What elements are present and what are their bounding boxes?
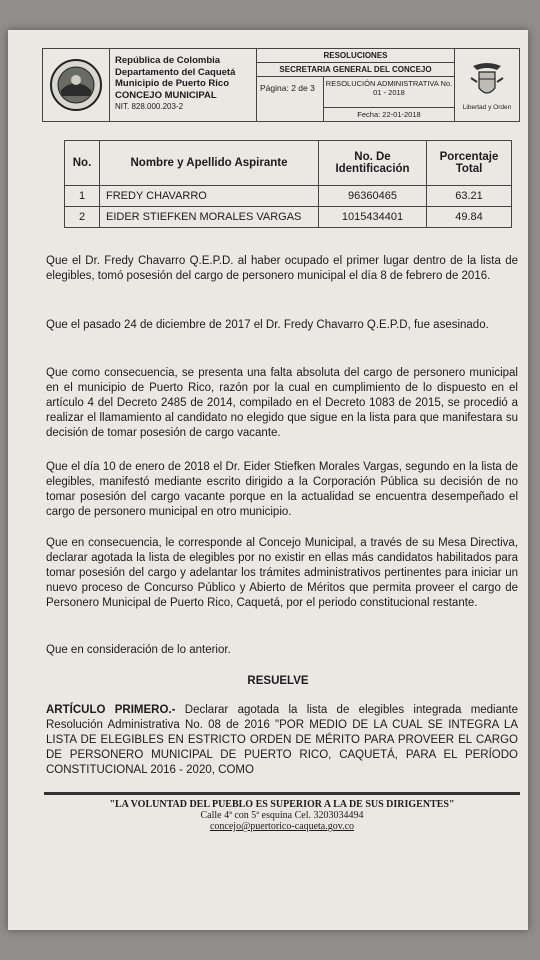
page-number: Página: 2 de 3 [257,77,324,121]
office-name: SECRETARIA GENERAL DEL CONCEJO [257,63,454,77]
doc-type: RESOLUCIONES [257,49,454,63]
document-header [42,48,520,122]
table-cell: 96360465 [319,186,427,207]
col-header: No. De Identificación [319,141,427,186]
entity-line: República de Colombia [115,55,221,66]
col-header: Porcentaje Total [427,141,512,186]
table-header-row [65,141,512,186]
document-page [8,30,528,930]
table-row [65,207,512,228]
table-cell: EIDER STIEFKEN MORALES VARGAS [100,207,319,228]
col-header: Nombre y Apellido Aspirante [100,141,319,186]
article-text: Declarar agotada la lista de elegibles integrada mediante Resolución Administrativa No. 08 de 2016 "POR MEDIO DE LA CUAL SE INTEGRA LA LISTA DE ELEGIBLES EN ESTRICTO ORDEN DE MÉRITO PARA PROVEER EL CARGO DE PERSONERO MUNICIPAL DE PUERTO RICO, CAQUETÁ, PARA EL PERÍODO CONSTITUCIONAL 2016 - 2020, COMO [46,704,518,776]
table-cell: 49.84 [427,207,512,228]
table-cell: FREDY CHAVARRO [100,186,319,207]
municipal-seal-logo [43,49,110,121]
motto-text: Libertad y Orden [462,103,512,111]
paragraph: Que en consecuencia, le corresponde al Concejo Municipal, a través de su Mesa Directiva, declarar agotada la lista de elegibles por no existir en ellas más candidatos habilitados para tomar posesión del cargo y adelantar los trámites administrativos pertinentes para iniciar un nuevo proceso de Concurso Público y Abierto de Méritos que permita proveer el cargo de Personero Municipal de Puerto Rico, Caquetá, por el periodo constitucional restante. [46,537,518,609]
paragraph: Que el día 10 de enero de 2018 el Dr. Eider Stiefken Morales Vargas, segundo en la lista de elegibles, manifestó mediante escrito dirigido a la Corporación Pública su decisión de no tomar posesión del cargo vacante porque en la actualidad se encuentra desempeñado el cargo de personero municipal en otro municipio. [46,461,518,518]
nit-number: NIT. 828.000.203-2 [115,102,184,111]
entity-line: Departamento del Caquetá [115,66,236,78]
resuelve-heading: RESUELVE [247,675,309,687]
paragraph: Que el Dr. Fredy Chavarro Q.E.P.D. al haber ocupado el primer lugar dentro de la lista de elegibles, tomó posesión del cargo de personero municipal el día 8 de febrero de 2016. [46,255,518,282]
article-label: ARTÍCULO PRIMERO.- [46,704,176,716]
paragraph: Que el pasado 24 de diciembre de 2017 el Dr. Fredy Chavarro Q.E.P.D, fue asesinado. [46,319,489,331]
table-cell: 2 [65,207,100,228]
coat-of-arms-icon [467,60,507,104]
footer-slogan: "LA VOLUNTAD DEL PUEBLO ES SUPERIOR A LA DE SUS DIRIGENTES" [109,799,455,810]
entity-line: CONCEJO MUNICIPAL [115,89,217,101]
paragraph: Que como consecuencia, se presenta una falta absoluta del cargo de personero municipal en el municipio de Puerto Rico, razón por la cual en cumplimiento de lo dispuesto en el artículo 4 del Decreto 2485 de 2014, compilado en el Decreto 1083 de 2015, se procedió a realizar el llamamiento al candidato no elegido que sigue en la lista para que manifestara su decisión de tomar posesión de cargo vacante. [46,367,518,439]
table-cell: 1 [65,186,100,207]
national-shield [455,49,519,121]
footer-address: Calle 4ª con 5ª esquina Cel. 3203034494 [200,810,364,821]
table-cell: 1015434401 [319,207,427,228]
article-paragraph [46,703,518,778]
resolution-date: Fecha: 22-01-2018 [357,110,421,119]
footer-email: concejo@puertorico-caqueta.gov.co [209,821,355,832]
paragraph: Que en consideración de lo anterior. [46,644,231,656]
resolution-number: RESOLUCIÓN ADMINISTRATIVA No. 01 - 2018 [324,77,454,108]
entity-block [110,49,257,121]
table-cell: 63.21 [427,186,512,207]
header-info [257,49,455,121]
document-footer [44,792,520,832]
table-row [65,186,512,207]
candidates-table [64,140,512,228]
col-header: No. [65,141,100,186]
entity-line: Municipio de Puerto Rico [115,78,230,89]
